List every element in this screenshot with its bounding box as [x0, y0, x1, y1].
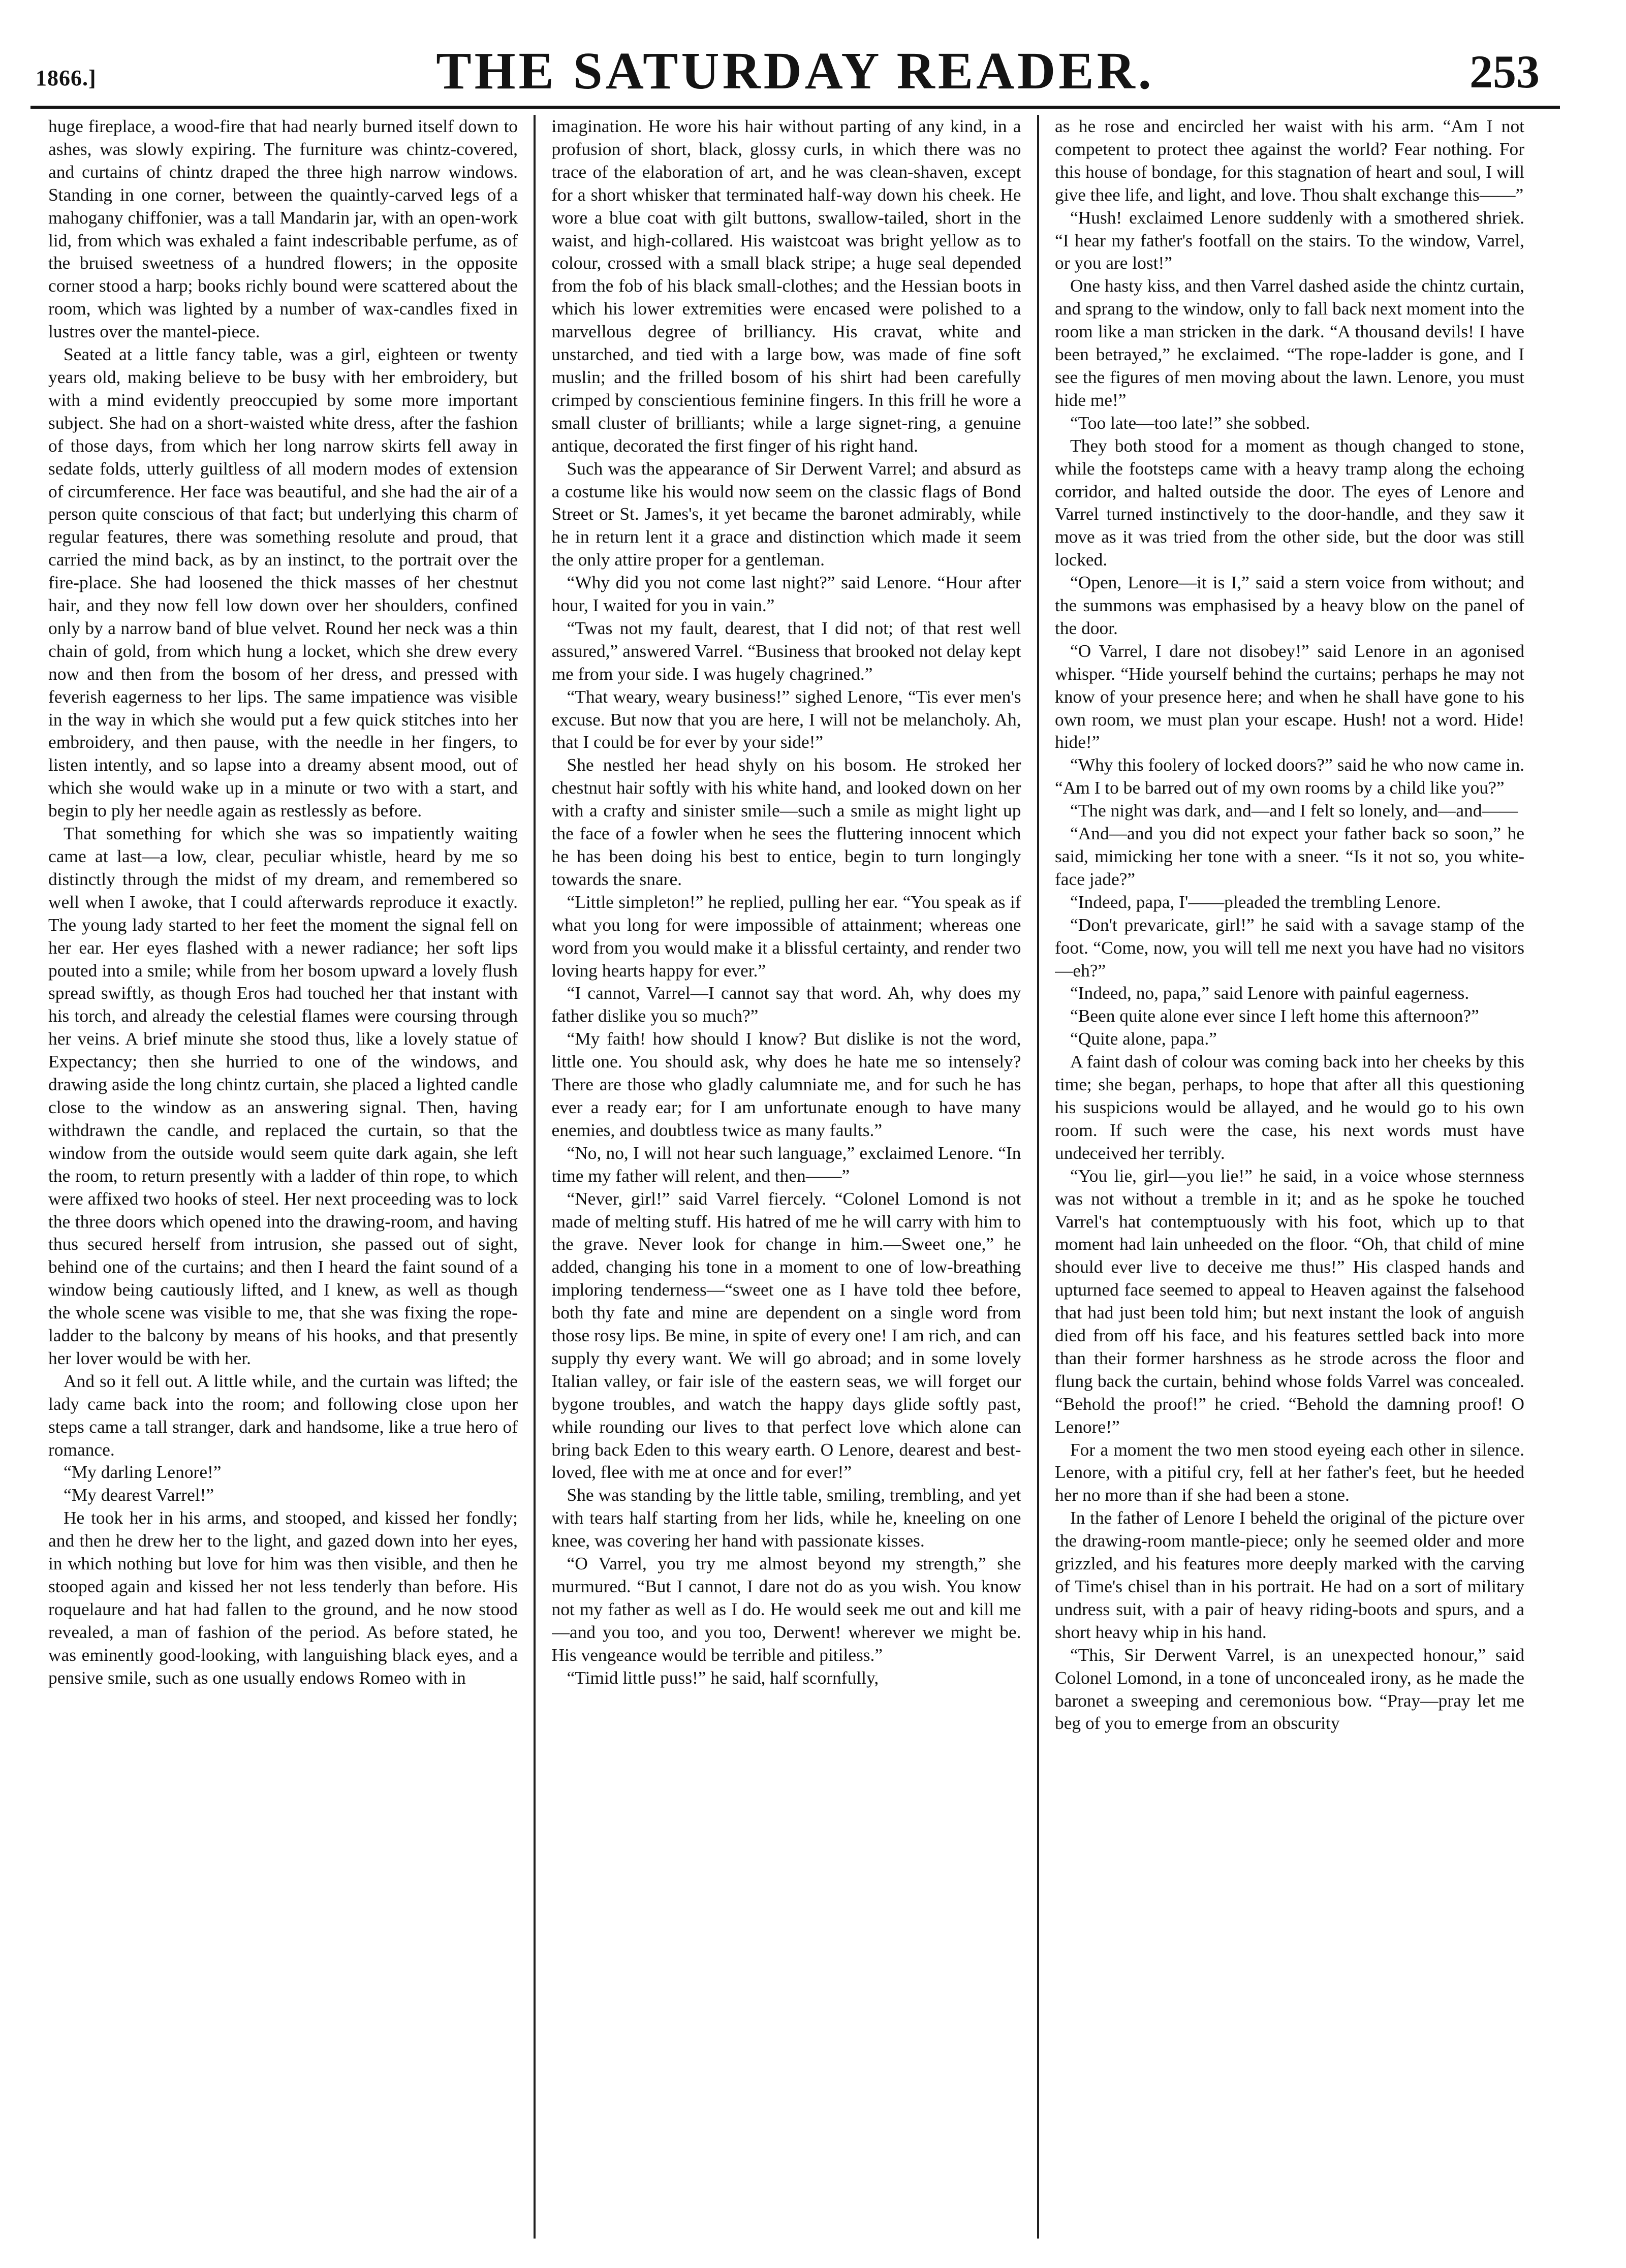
paragraph: huge fireplace, a wood-fire that had nearly burned itself down to ashes, was slowly expiring. The furniture was chintz-covered, and curtains of chintz draped the three high narrow windows. Standing in one corner, between the quaintly-carved legs of a mahogany chiffonier, was a tall Mandarin jar, with an open-work lid, from which was exhaled a faint indescribable perfume, as of the bruised sweetness of a hundred flowers; in the opposite corner stood a harp; books richly bound were scattered about the room, which was lighted by a number of wax-candles fixed in lustres over the mantel-piece. [48, 116, 518, 342]
paragraph: For a moment the two men stood eyeing each other in silence. Lenore, with a pitiful cry, fell at her father's feet, but he heeded her no more than if she had been a stone. [1055, 1439, 1524, 1505]
column-middle [552, 115, 1021, 2244]
paragraph: He took her in his arms, and stooped, and kissed her fondly; and then he drew her to the light, and gazed down into her eyes, in which nothing but love for him was then visible, and then he stooped again and kissed her not less tenderly than before. His roquelaure and hat had fallen to the ground, and he now stood revealed, a man of fashion of the period. As before stated, he was eminently good-looking, with languishing black eyes, and a pensive smile, such as one usually endows Romeo with in [48, 1507, 518, 1688]
paragraph: They both stood for a moment as though changed to stone, while the footsteps came with a heavy tramp along the echoing corridor, and halted outside the door. The eyes of Lenore and Varrel turned instinctively to the door-handle, and they saw it move as it was tried from the other side, but the door was still locked. [1055, 435, 1524, 570]
paragraph: “Don't prevaricate, girl!” he said with a savage stamp of the foot. “Come, now, you will tell me next you have had no visitors—eh?” [1055, 914, 1524, 981]
text-columns [48, 115, 1524, 2244]
issue-year: 1866.] [36, 66, 97, 90]
paragraph: “My faith! how should I know? But dislike is not the word, little one. You should ask, why does he hate me so intensely? There are those who gladly calumniate me, and for such he has ever a ready ear; for I am unfortunate enough to have many enemies, and doubtless twice as many faults.” [551, 1028, 1021, 1140]
column-left [48, 115, 518, 2244]
column-divider [1037, 115, 1039, 2239]
paragraph: “You lie, girl—you lie!” he said, in a voice whose sternness was not without a tremble in it; and as he spoke he touched Varrel's hat contemptuously with his foot, which up to that moment had lain unheeded on the floor. “Oh, that child of mine should ever live to deceive me thus!” His clasped hands and upturned face seemed to appeal to Heaven against the falsehood that had just been told him; but next instant the look of anguish died from off his face, and his features settled back into more than their former harshness as he strode across the floor and flung back the curtain, behind whose folds Varrel was concealed. “Behold the proof!” he cried. “Behold the damning proof! O Lenore!” [1055, 1165, 1524, 1437]
paragraph: “The night was dark, and—and I felt so lonely, and—and—— [1070, 800, 1518, 821]
paragraph: That something for which she was so impatiently waiting came at last—a low, clear, peculiar whistle, heard by me so distinctly through the midst of my dream, and remembered so well when I awoke, that I could afterwards reproduce it exactly. The young lady started to her feet the moment the signal fell on her ear. Her eyes flashed with a newer radiance; her soft lips pouted into a smile; while from her bosom upward a lovely flush spread swiftly, as though Eros had touched her that instant with his torch, and already the celestial flames were coursing through her veins. A brief minute she stood thus, like a lovely statue of Expectancy; then she hurried to one of the windows, and drawing aside the long chintz curtain, she placed a lighted candle close to the window as an answering signal. Then, having withdrawn the candle, and replaced the curtain, so that the window from the outside would seem quite dark again, she left the room, to return presently with a ladder of thin rope, to which were affixed two hooks of steel. Her next proceeding was to lock the three doors which opened into the drawing-room, and having thus secured herself from intrusion, she passed out of sight, behind one of the curtains; and then I heard the faint sound of a window being cautiously lifted, and I knew, as well as though the whole scene was visible to me, that she was fixing the rope-ladder to the balcony by means of his hooks, and that presently her lover would be with her. [48, 823, 518, 1368]
publication-title: THE SATURDAY READER. [436, 42, 1154, 100]
paragraph: One hasty kiss, and then Varrel dashed aside the chintz curtain, and sprang to the window, only to fall back next moment into the room like a man stricken in the dark. “A thousand devils! I have been betrayed,” he exclaimed. “The rope-ladder is gone, and I see the figures of men moving about the lawn. Lenore, you must hide me!” [1055, 275, 1524, 410]
paragraph: as he rose and encircled her waist with his arm. “Am I not competent to protect thee against the world? Fear nothing. For this house of bondage, for this stagnation of heart and soul, I will give thee life, and light, and love. Thou shalt exchange this——” [1055, 116, 1524, 205]
paragraph: And so it fell out. A little while, and the curtain was lifted; the lady came back into the room; and following close upon her steps came a tall stranger, dark and handsome, like a true hero of romance. [48, 1370, 518, 1460]
paragraph: “This, Sir Derwent Varrel, is an unexpected honour,” said Colonel Lomond, in a tone of unconcealed irony, as he made the baronet a sweeping and ceremonious bow. “Pray—pray let me beg of you to emerge from an obscurity [1055, 1644, 1524, 1734]
paragraph: “Been quite alone ever since I left home this afternoon?” [1070, 1005, 1479, 1026]
paragraph: A faint dash of colour was coming back into her cheeks by this time; she began, perhaps, to hope that after all this questioning his suspicions would be allayed, and he would go to his own room. If such were the case, his next words must have undeceived her terribly. [1055, 1051, 1524, 1163]
paragraph: “No, no, I will not hear such language,” exclaimed Lenore. “In time my father will relent, and then——” [551, 1142, 1021, 1186]
masthead [30, 20, 1560, 102]
column-divider [534, 115, 536, 2239]
paragraph: “Hush! exclaimed Lenore suddenly with a smothered shriek. “I hear my father's footfall on the stairs. To the window, Varrel, or you are lost!” [1055, 207, 1524, 273]
paragraph: She was standing by the little table, smiling, trembling, and yet with tears half starting from her lids, while he, kneeling on one knee, was covering her hand with passionate kisses. [551, 1485, 1021, 1551]
paragraph: “I cannot, Varrel—I cannot say that word. Ah, why does my father dislike you so much?” [551, 983, 1021, 1026]
paragraph: She nestled her head shyly on his bosom. He stroked her chestnut hair softly with his white hand, and looked down on her with a crafty and sinister smile—such a smile as might light up the face of a fowler when he sees the fluttering innocent which he has been doing his best to entice, begin to turn longingly towards the snare. [551, 754, 1021, 889]
masthead-rule [30, 106, 1560, 109]
paragraph: “My dearest Varrel!” [64, 1485, 214, 1505]
paragraph: “Little simpleton!” he replied, pulling her ear. “You speak as if what you long for were impossible of attainment; whereas one word from you would make it a blissful certainty, and render two loving hearts happy for ever.” [551, 891, 1021, 981]
paragraph: Seated at a little fancy table, was a girl, eighteen or twenty years old, making believe to be busy with her embroidery, but with a mind evidently preoccupied by some more important subject. She had on a short-waisted white dress, after the fashion of those days, from which her long narrow skirts fell away in sedate folds, utterly guiltless of all modern modes of extension of circumference. Her face was beautiful, and she had the air of a person quite conscious of that fact; but underlying this charm of regular features, there was something resolute and proud, that carried the mind back, as by an instinct, to the portrait over the fire-place. She had loosened the thick masses of her chestnut hair, and they now fell low down over her shoulders, confined only by a narrow band of blue velvet. Round her neck was a thin chain of gold, from which hung a locket, which she drew every now and then from the bosom of her dress, and pressed with feverish eagerness to her lips. The same impatience was visible in the way in which she would put a few quick stitches into her embroidery, and then pause, with the needle in her fingers, to listen intently, and so lapse into a dreamy absent mood, out of which she would wake up in a minute or two with a start, and begin to ply her needle again as restlessly as before. [48, 344, 518, 821]
paragraph: “My darling Lenore!” [64, 1462, 222, 1483]
paragraph: “Quite alone, papa.” [1070, 1028, 1217, 1049]
paragraph: “Never, girl!” said Varrel fiercely. “Colonel Lomond is not made of melting stuff. His hatred of me he will carry with him to the grave. Never look for change in him.—Sweet one,” he added, changing his tone in a moment to one of low-breathing imploring tenderness—“sweet one as I have told thee before, both thy fate and mine are dependent on a single word from those rosy lips. Be mine, in spite of every one! I am rich, and can supply thy every want. We will go abroad; and in some lovely Italian valley, or fair isle of the eastern seas, we will forget our bygone troubles, and watch the happy days glide softly past, while rounding our lives to that perfect love which alone can bring back Eden to this weary earth. O Lenore, dearest and best-loved, flee with me at once and for ever!” [551, 1188, 1021, 1483]
paragraph: Such was the appearance of Sir Derwent Varrel; and absurd as a costume like his would now seem on the classic flags of Bond Street or St. James's, it yet became the baronet admirably, while he in return lent it a grace and distinction which made it seem the only attire proper for a gentleman. [551, 458, 1021, 570]
paragraph: “That weary, weary business!” sighed Lenore, “Tis ever men's excuse. But now that you are here, I will not be melancholy. Ah, that I could be for ever by your side!” [551, 686, 1021, 752]
paragraph: “And—and you did not expect your father back so soon,” he said, mimicking her tone with a sneer. “Is it not so, you white-face jade?” [1055, 823, 1524, 889]
paragraph: “Indeed, no, papa,” said Lenore with painful eagerness. [1070, 983, 1469, 1003]
paragraph: “Indeed, papa, I'——pleaded the trembling Lenore. [1070, 891, 1441, 912]
paragraph: “Why did you not come last night?” said Lenore. “Hour after hour, I waited for you in vain.” [551, 572, 1021, 616]
paragraph: “Open, Lenore—it is I,” said a stern voice from without; and the summons was emphasised by a heavy blow on the panel of the door. [1055, 572, 1524, 638]
paragraph: “Why this foolery of locked doors?” said he who now came in. “Am I to be barred out of my own rooms by a child like you?” [1055, 754, 1524, 798]
column-right [1055, 115, 1524, 2244]
paragraph: “Timid little puss!” he said, half scornfully, [567, 1667, 879, 1688]
paragraph: “O Varrel, I dare not disobey!” said Lenore in an agonised whisper. “Hide yourself behind the curtains; perhaps he may not know of your presence here; and when he shall have gone to his own room, we must plan your escape. Hush! not a word. Hide! hide!” [1055, 640, 1524, 752]
paragraph: “Too late—too late!” she sobbed. [1070, 412, 1310, 433]
paragraph: “O Varrel, you try me almost beyond my strength,” she murmured. “But I cannot, I dare not do as you wish. You know not my father as well as I do. He would seek me out and kill me—and you too, and you too, Derwent! wherever we might be. His vengeance would be terrible and pitiless.” [551, 1553, 1021, 1665]
paragraph: In the father of Lenore I beheld the original of the picture over the drawing-room mantle-piece; only he seemed older and more grizzled, and his features more deeply marked with the carving of Time's chisel than in his portrait. He had on a sort of military undress suit, with a pair of heavy riding-boots and spurs, and a short heavy whip in his hand. [1055, 1507, 1524, 1642]
page-number: 253 [1469, 46, 1540, 98]
paragraph: “Twas not my fault, dearest, that I did not; of that rest well assured,” answered Varrel. “Business that brooked not delay kept me from your side. I was hugely chagrined.” [551, 617, 1021, 684]
paragraph: imagination. He wore his hair without parting of any kind, in a profusion of short, black, glossy curls, in which there was no trace of the elaboration of art, and he was clean-shaven, except for a short whisker that terminated half-way down his cheek. He wore a blue coat with gilt buttons, swallow-tailed, short in the waist, and high-collared. His waistcoat was bright yellow as to colour, crossed with a small black stripe; a huge seal depended from the fob of his black small-clothes; and the Hessian boots in which his lower extremities were encased were polished to a marvellous degree of brilliancy. His cravat, white and unstarched, and tied with a large bow, was made of fine soft muslin; and the frilled bosom of his shirt had been carefully crimped by conscientious feminine fingers. In this frill he wore a small cluster of brilliants; while a large signet-ring, a genuine antique, decorated the first finger of his right hand. [551, 116, 1021, 456]
